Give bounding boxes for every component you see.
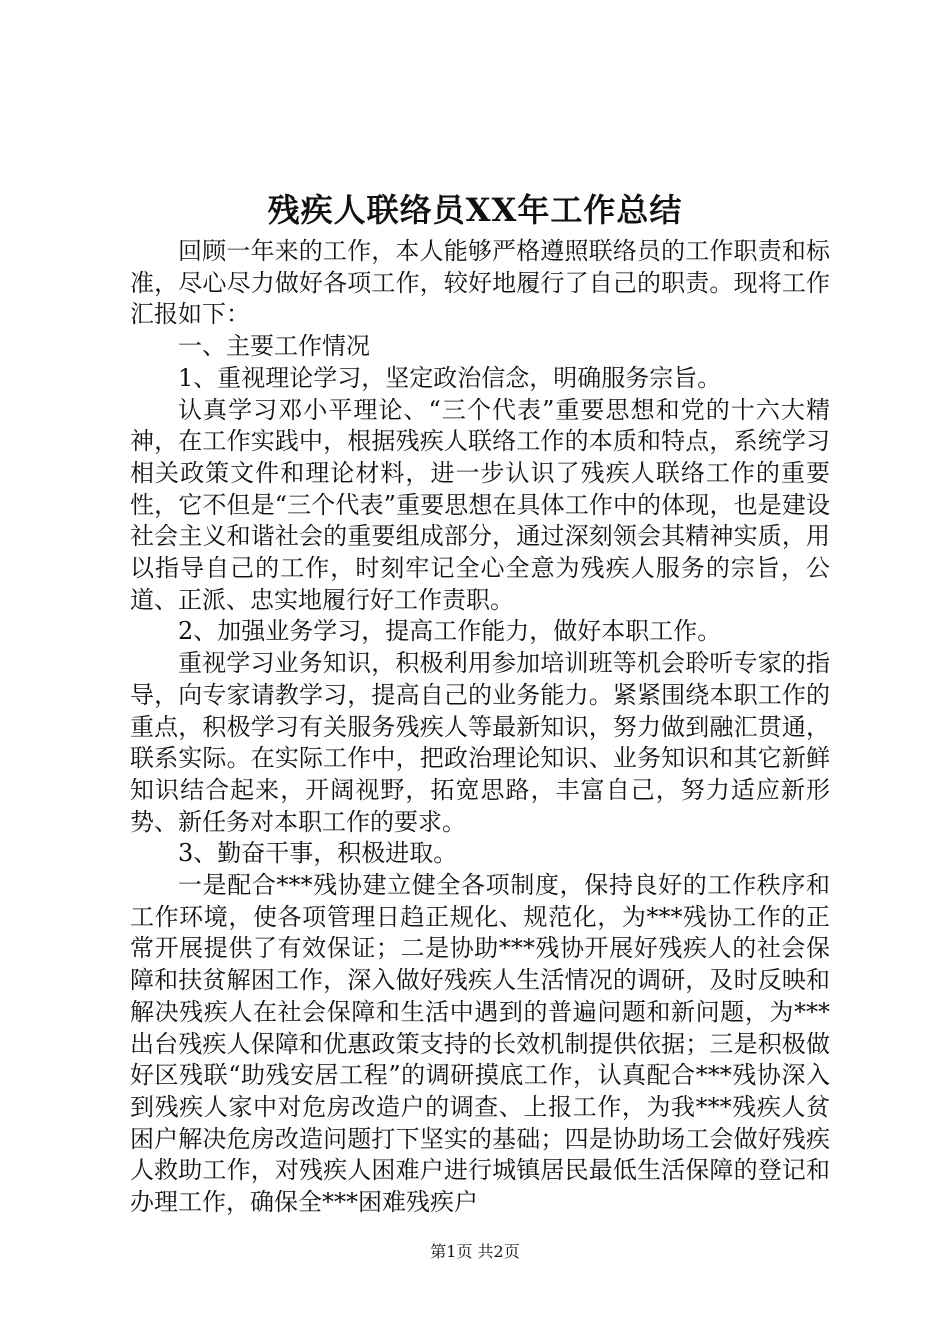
page-number-footer: 第1页 共2页 (430, 1242, 520, 1261)
document-body (130, 236, 830, 1219)
paragraph-diligent-work: 一是配合***残协建立健全各项制度，保持良好的工作秩序和工作环境，使各项管理日趋正规化、规范化，为***残协工作的正常开展提供了有效保证；二是协助***残协开展好残疾人的社会保障和扶贫解困工作，深入做好残疾人生活情况的调研，及时反映和解决残疾人在社会保障和生活中遇到的普遍问题和新问题，为***出台残疾人保障和优惠政策支持的长效机制提供依据；三是积极做好区残联“助残安居工程”的调研摸底工作，认真配合***残协深入到残疾人家中对危房改造户的调查、上报工作，为我***残疾人贫困户解决危房改造问题打下坚实的基础；四是协助场工会做好残疾人救助工作，对残疾人困难户进行城镇居民最低生活保障的登记和办理工作，确保全***困难残疾户 (130, 871, 830, 1217)
paragraph-business-study: 重视学习业务知识，积极利用参加培训班等机会聆听专家的指导，向专家请教学习，提高自己的业务能力。紧紧围绕本职工作的重点，积极学习有关服务残疾人等最新知识，努力做到融汇贯通，联系实际。在实际工作中，把政治理论知识、业务知识和其它新鲜知识结合起来，开阔视野，拓宽思路，丰富自己，努力适应新形势、新任务对本职工作的要求。 (130, 649, 830, 836)
subheading-theory-study: 1、重视理论学习，坚定政治信念，明确服务宗旨。 (178, 363, 722, 392)
subheading-diligent-work: 3、勤奋干事，积极进取。 (178, 839, 458, 868)
paragraph-theory-study: 认真学习邓小平理论、“三个代表”重要思想和党的十六大精神，在工作实践中，根据残疾人联络工作的本质和特点，系统学习相关政策文件和理论材料，进一步认识了残疾人联络工作的重要性，它不但是“三个代表”重要思想在具体工作中的体现，也是建设社会主义和谐社会的重要组成部分，通过深刻领会其精神实质，用以指导自己的工作，时刻牢记全心全意为残疾人服务的宗旨，公道、正派、忠实地履行好工作责职。 (130, 395, 830, 614)
section-heading-main-work: 一、主要工作情况 (178, 332, 370, 361)
subheading-business-study: 2、加强业务学习，提高工作能力，做好本职工作。 (178, 617, 722, 646)
paragraph-intro: 回顾一年来的工作，本人能够严格遵照联络员的工作职责和标准，尽心尽力做好各项工作，较好地履行了自己的职责。现将工作汇报如下： (130, 237, 830, 329)
document-title: 残疾人联络员XX年工作总结 (267, 191, 683, 229)
